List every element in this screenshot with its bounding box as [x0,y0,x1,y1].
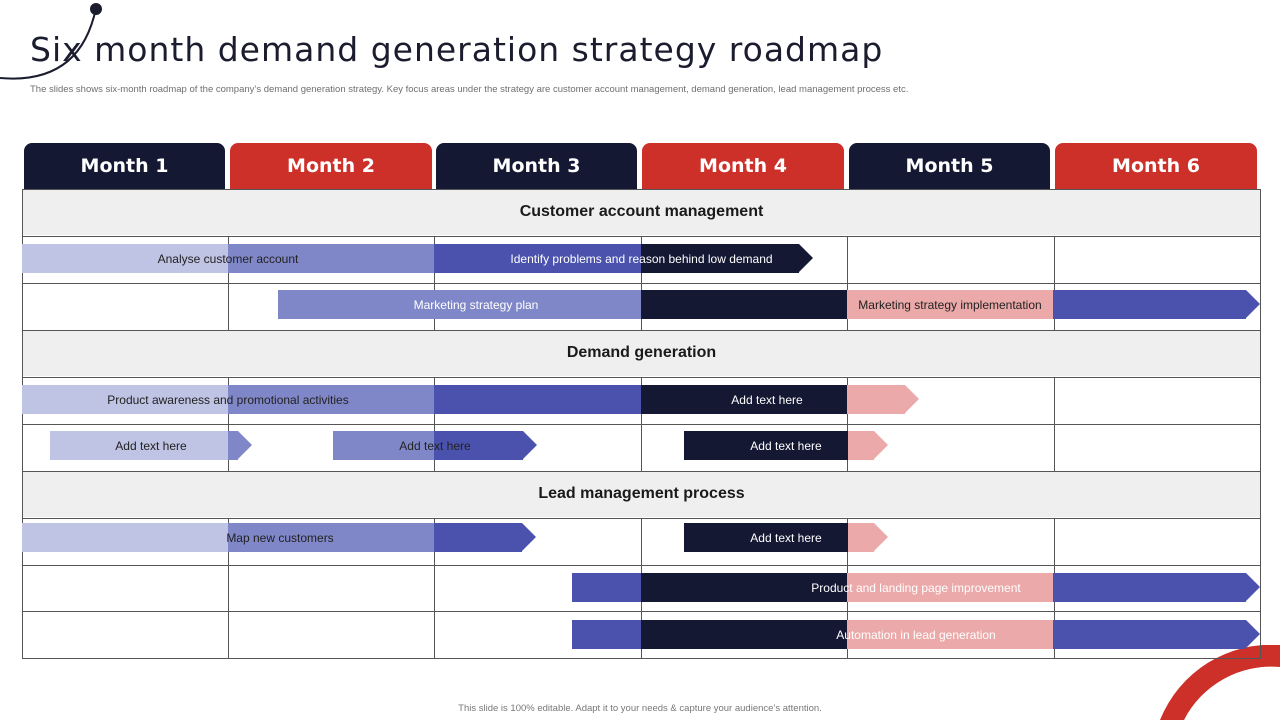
month-header-5: Month 5 [849,143,1050,189]
slide-footer: This slide is 100% editable. Adapt it to your needs & capture your audience’s attention. [458,703,822,714]
task-label: Add text here [750,530,822,545]
section-customer-account-management: Customer account management [22,189,1261,235]
task-label: Map new customers [226,530,334,545]
task-label: Marketing strategy implementation [858,297,1042,312]
section-demand-generation: Demand generation [22,330,1261,376]
month-header-1: Month 1 [24,143,225,189]
task-label: Product awareness and promotional activities [107,392,349,407]
section-lead-management-process: Lead management process [22,471,1261,517]
task-label: Marketing strategy plan [413,297,539,312]
task-label: Add text here [115,438,187,453]
task-label: Add text here [399,438,471,453]
slide-subtitle: The slides shows six-month roadmap of the company’s demand generation strategy. Key focus areas under the strategy are customer account management, demand generation, lead management process etc. [30,84,909,95]
task-label: Product and landing page improvement [811,580,1021,595]
month-header-2: Month 2 [230,143,432,189]
month-header-6: Month 6 [1055,143,1257,189]
task-label: Add text here [750,438,822,453]
slide-title: Six month demand generation strategy roadmap [30,30,884,69]
month-header-3: Month 3 [436,143,637,189]
task-label: Add text here [731,392,803,407]
month-header-4: Month 4 [642,143,844,189]
task-label: Analyse customer account [157,251,299,266]
task-label: Automation in lead generation [836,627,996,642]
task-label: Identify problems and reason behind low demand [510,251,773,266]
